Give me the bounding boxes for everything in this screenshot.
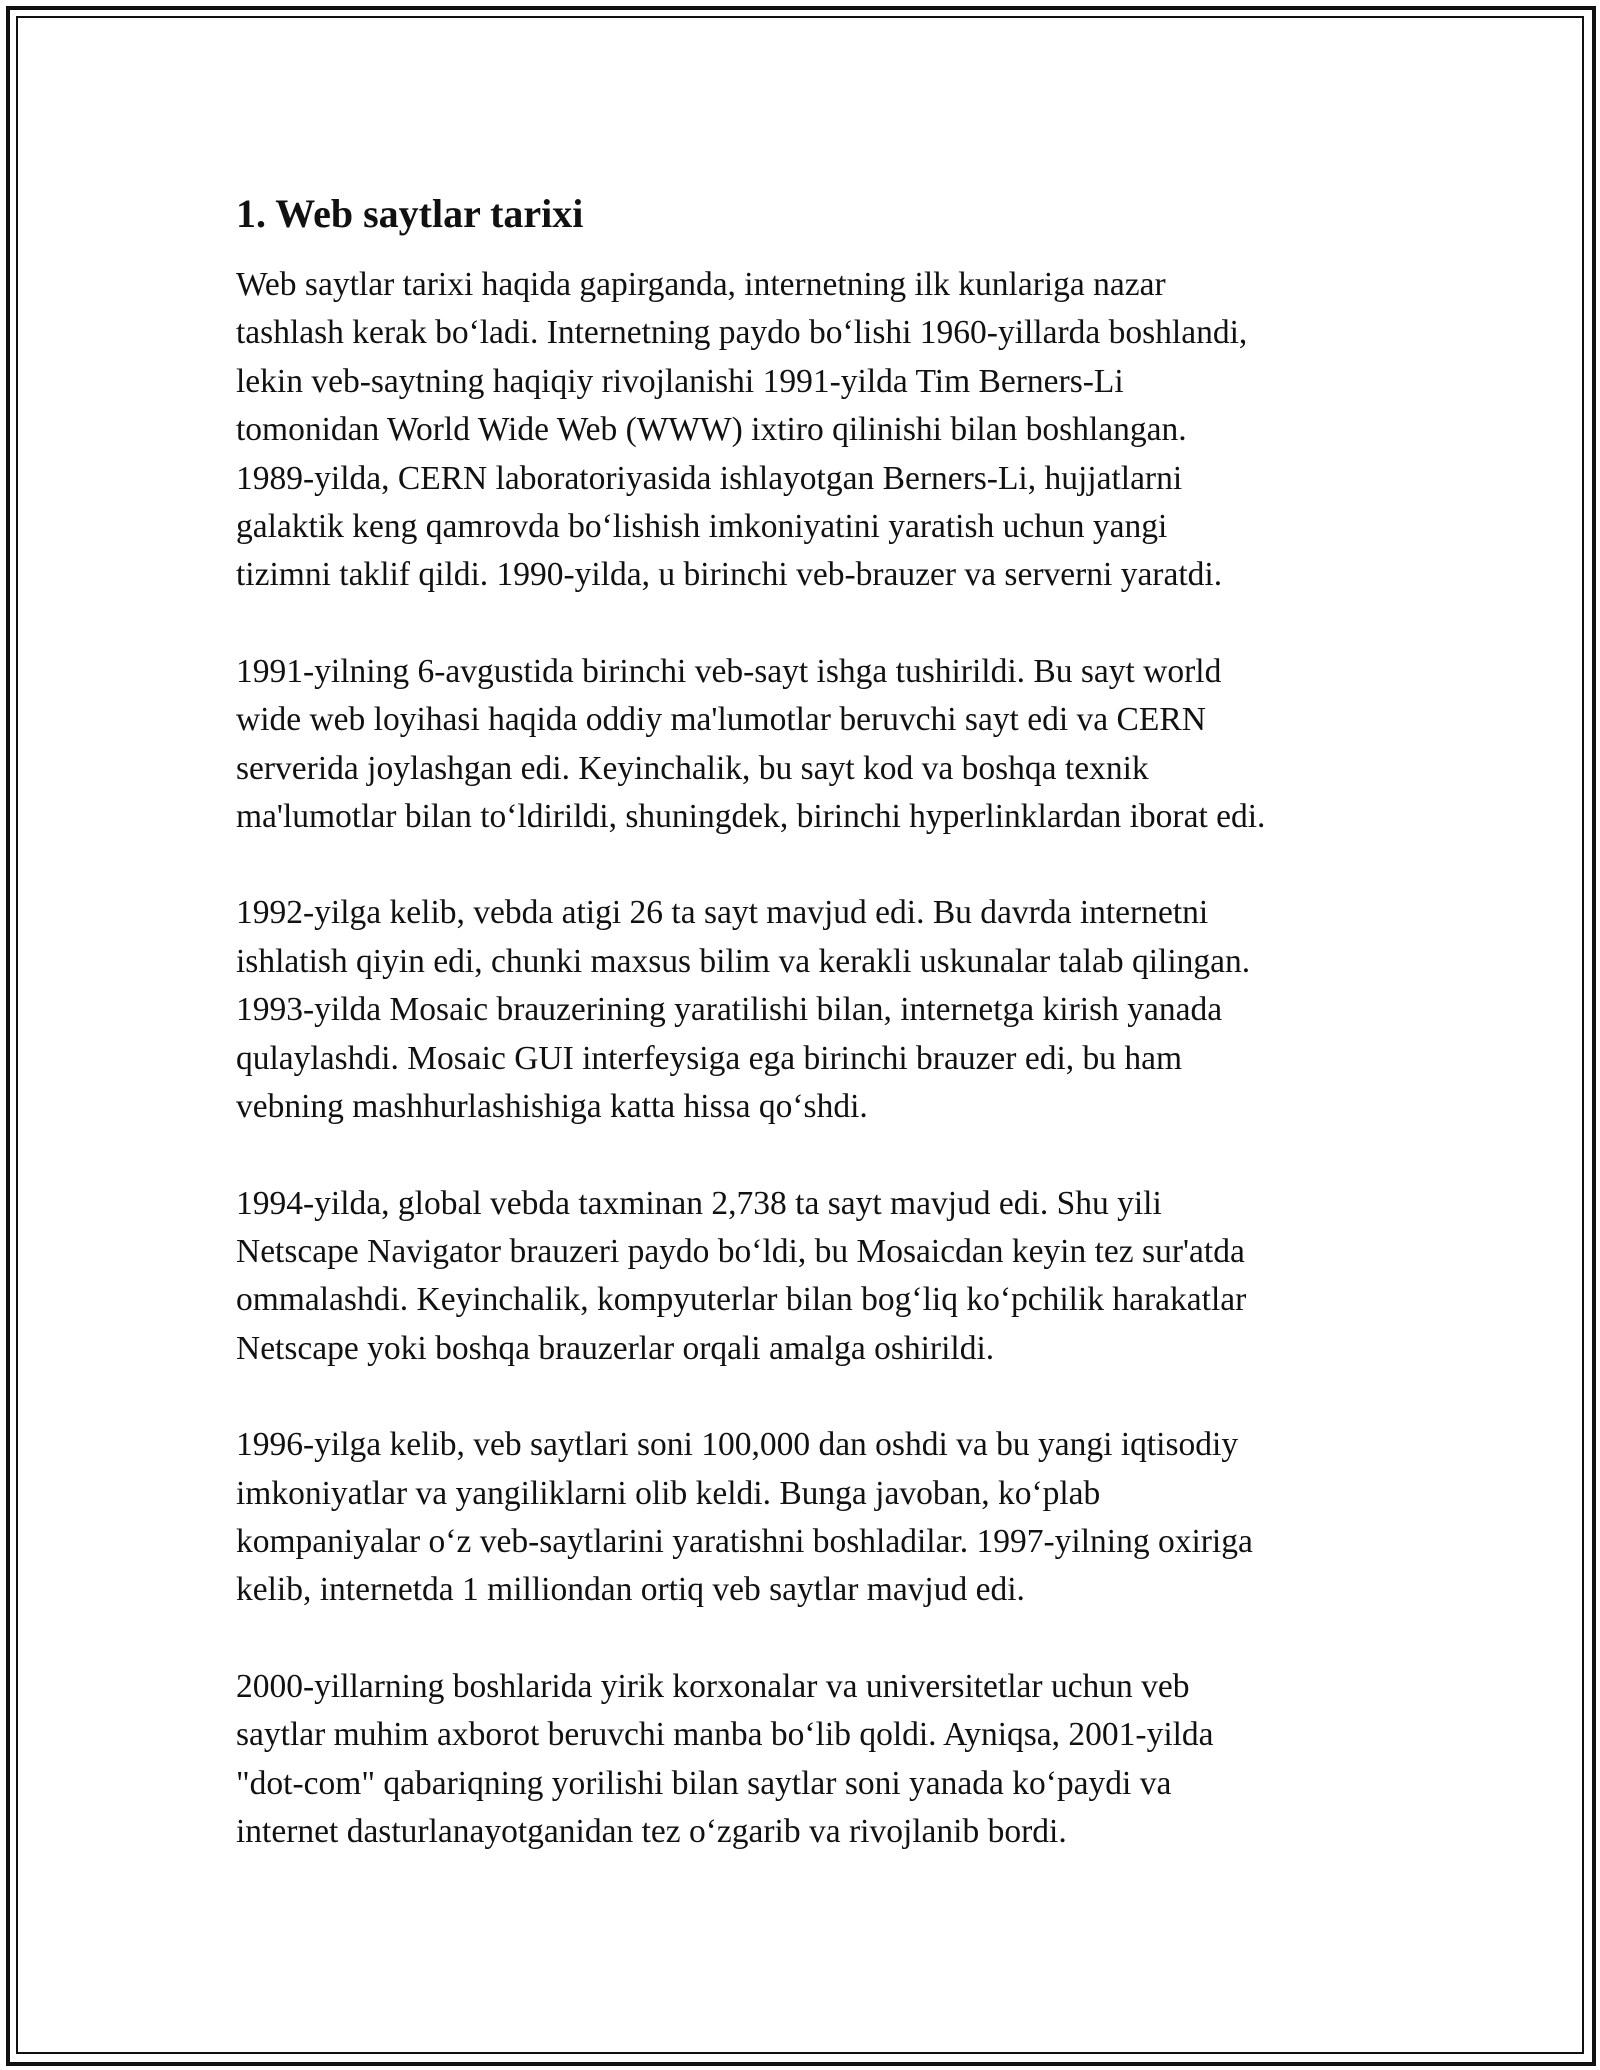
document-body [236,184,1376,1904]
paragraph [236,261,1376,600]
text-line: internet dasturlanayotganidan tez o‘zgarib va rivojlanib bordi. [236,1812,1067,1850]
paragraph [236,648,1376,842]
text-line: 1989-yilda, CERN laboratoriyasida ishlayotgan Berners-Li, hujjatlarni [236,459,1183,497]
text-line: ommalashdi. Keyinchalik, kompyuterlar bilan bog‘liq ko‘pchilik harakatlar [236,1281,1247,1319]
text-line: kompaniyalar o‘z veb-saytlarini yaratishni boshladilar. 1997-yilning oxiriga [236,1522,1253,1560]
text-line: wide web loyihasi haqida oddiy ma'lumotlar beruvchi sayt edi va CERN [236,701,1206,739]
text-line: tomonidan World Wide Web (WWW) ixtiro qilinishi bilan boshlangan. [236,411,1187,449]
paragraph [236,1421,1376,1615]
text-line: Web saytlar tarixi haqida gapirganda, internetning ilk kunlariga nazar [236,266,1166,303]
text-line: 1992-yilga kelib, vebda atigi 26 ta sayt mavjud edi. Bu davrda internetni [236,894,1209,932]
text-line: tashlash kerak bo‘ladi. Internetning paydo bo‘lishi 1960-yillarda boshlandi, [236,314,1248,352]
text-line: saytlar muhim axborot beruvchi manba bo‘lib qoldi. Ayniqsa, 2001-yilda [236,1716,1214,1754]
text-line: 1993-yilda Mosaic brauzerining yaratilishi bilan, internetga kirish yanada [236,991,1223,1029]
text-line: kelib, internetda 1 milliondan ortiq veb saytlar mavjud edi. [236,1571,1025,1609]
paragraph [236,889,1376,1131]
text-line: vebning mashhurlashishiga katta hissa qo‘shdi. [236,1088,868,1126]
text-line: qulaylashdi. Mosaic GUI interfeysiga ega birinchi brauzer edi, bu ham [236,1039,1183,1077]
section-heading: 1. Web saytlar tarixi [236,191,584,236]
text-line: galaktik keng qamrovda bo‘lishish imkoniyatini yaratish uchun yangi [236,508,1168,546]
text-line: 1994-yilda, global vebda taxminan 2,738 ta sayt mavjud edi. Shu yili [236,1184,1162,1222]
text-line: Netscape Navigator brauzeri paydo bo‘ldi, bu Mosaicdan keyin tez sur'atda [236,1232,1245,1270]
text-line: 1991-yilning 6-avgustida birinchi veb-sayt ishga tushirildi. Bu sayt world [236,652,1222,690]
text-line: 2000-yillarning boshlarida yirik korxonalar va universitetlar uchun veb [236,1667,1190,1705]
text-line: "dot-com" qabariqning yorilishi bilan saytlar soni yanada ko‘paydi va [236,1764,1172,1802]
paragraph [236,1180,1376,1374]
text-line: tizimni taklif qildi. 1990-yilda, u birinchi veb-brauzer va serverni yaratdi. [236,556,1223,594]
text-line: Netscape yoki boshqa brauzerlar orqali amalga oshirildi. [236,1329,995,1367]
text-line: serverida joylashgan edi. Keyinchalik, bu sayt kod va boshqa texnik [236,749,1149,787]
text-line: ma'lumotlar bilan to‘ldirildi, shuningdek, birinchi hyperlinklardan iborat edi. [236,798,1266,836]
paragraph [236,1663,1376,1857]
text-line: ishlatish qiyin edi, chunki maxsus bilim va kerakli uskunalar talab qilingan. [236,942,1251,980]
text-line: 1996-yilga kelib, veb saytlari soni 100,000 dan oshdi va bu yangi iqtisodiy [236,1426,1239,1464]
text-line: lekin veb-saytning haqiqiy rivojlanishi 1991-yilda Tim Berners-Li [236,362,1124,400]
text-line: imkoniyatlar va yangiliklarni olib keldi. Bunga javoban, ko‘plab [236,1474,1101,1512]
